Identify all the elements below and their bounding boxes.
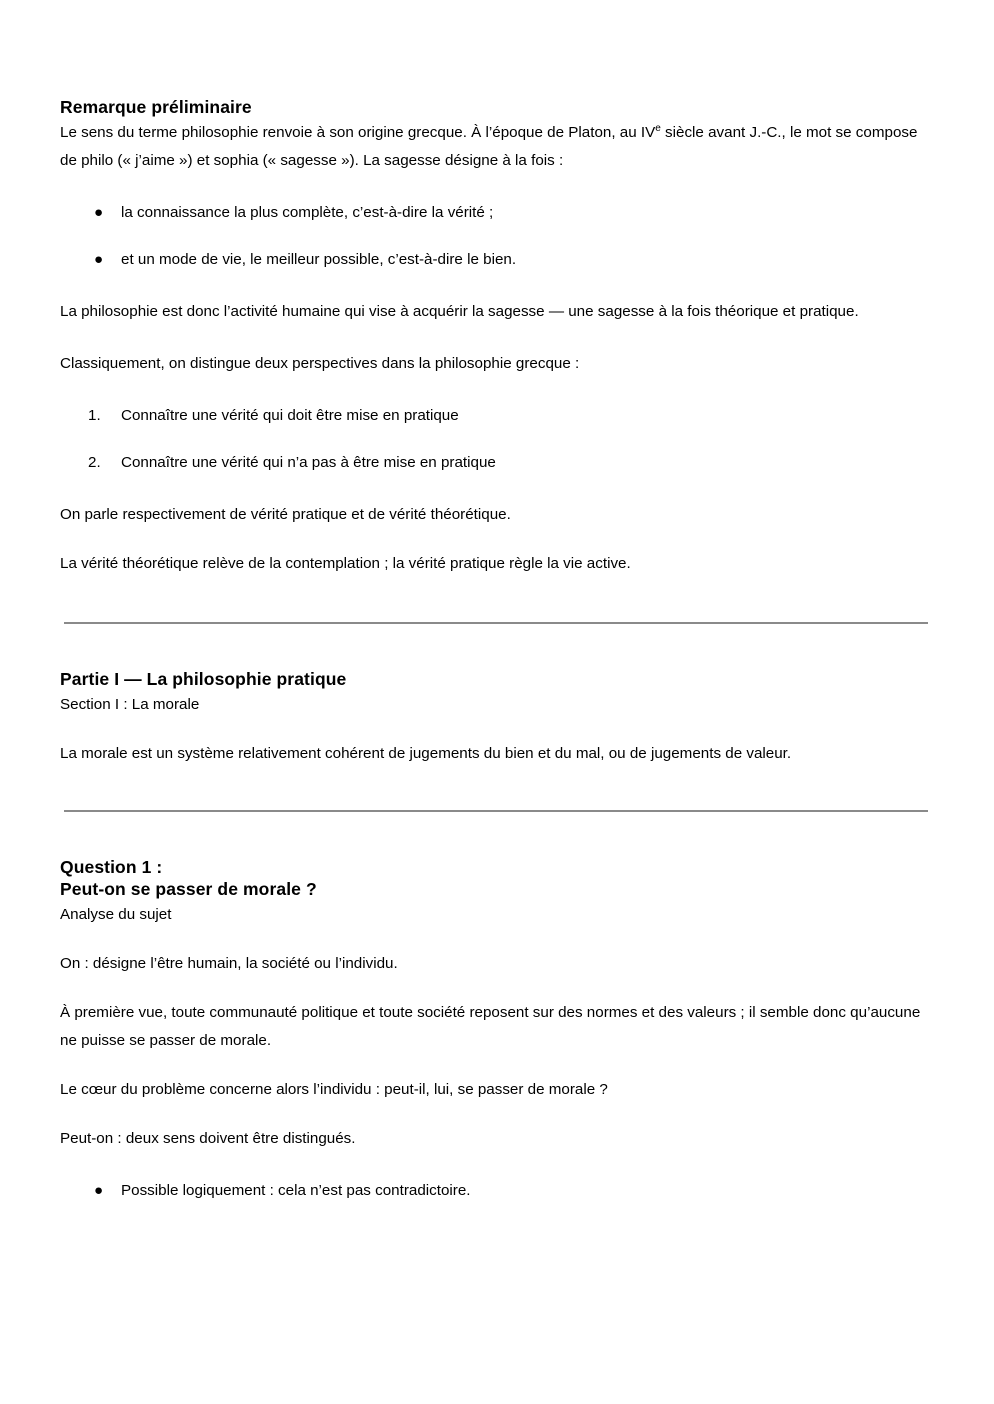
paragraph-definition-on: On : désigne l’être humain, la société ou l’individu. <box>60 955 398 972</box>
list-marker: 2. <box>88 453 101 471</box>
paragraph-contemplation-vie-active: La vérité théorétique relève de la contemplation ; la vérité pratique règle la vie active. <box>60 554 631 572</box>
list-item <box>60 199 928 227</box>
list-item-label: Connaître une vérité qui doit être mise en pratique <box>121 406 459 424</box>
paragraph-origine-grecque-part2: siècle avant J.-C., le mot se compose de philo (« j’aime ») et sophia (« sagesse »). La sagesse désigne à la fois : <box>60 123 918 169</box>
list-item <box>60 1177 928 1205</box>
list-item-label: et un mode de vie, le meilleur possible, c’est-à-dire le bien. <box>121 250 517 268</box>
list-item-label: Possible logiquement : cela n’est pas contradictoire. <box>121 1182 471 1199</box>
paragraph-origine-grecque <box>60 119 928 175</box>
list-item <box>60 402 928 430</box>
paragraph-coeur-du-probleme: Le cœur du problème concerne alors l’individu : peut-il, lui, se passer de morale ? <box>60 1081 608 1098</box>
list-perspectives-numbered <box>60 402 928 477</box>
bullet-icon: ● <box>94 203 104 221</box>
list-sens-peut-on <box>60 1177 928 1205</box>
heading-sujet-peut-on-se-passer-de-morale: Peut-on se passer de morale ? <box>60 879 317 900</box>
heading-remarque-preliminaire: Remarque préliminaire <box>60 97 252 117</box>
horizontal-rule <box>64 622 928 624</box>
paragraph-peut-on-deux-sens: Peut-on : deux sens doivent être distingués. <box>60 1130 356 1147</box>
paragraph-verite-pratique-theoretique: On parle respectivement de vérité pratique et de vérité théorétique. <box>60 505 511 523</box>
paragraph-deux-perspectives: Classiquement, on distingue deux perspectives dans la philosophie grecque : <box>60 354 580 372</box>
paragraph-premiere-vue: À première vue, toute communauté politique et toute société reposent sur des normes et des valeurs ; il semble donc qu’aucune ne puisse se passer de morale. <box>60 1004 921 1049</box>
bullet-icon: ● <box>94 1182 104 1199</box>
heading-partie-1: Partie I — La philosophie pratique <box>60 668 347 689</box>
horizontal-rule <box>64 810 928 812</box>
paragraph-philosophie-definition: La philosophie est donc l’activité humaine qui vise à acquérir la sagesse — une sagesse à la fois théorique et pratique. <box>60 302 859 320</box>
list-marker: 1. <box>88 406 101 424</box>
list-item-label: Connaître une vérité qui n’a pas à être mise en pratique <box>121 453 496 471</box>
label-analyse-du-sujet: Analyse du sujet <box>60 906 172 923</box>
list-item <box>60 246 928 274</box>
paragraph-origine-grecque-part1: Le sens du terme philosophie renvoie à son origine grecque. À l’époque de Platon, au IV <box>60 123 656 141</box>
paragraph-definition-morale: La morale est un système relativement cohérent de jugements du bien et du mal, ou de jugements de valeur. <box>60 744 792 762</box>
list-item <box>60 449 928 477</box>
section-divider-wrapper-1 <box>60 602 928 668</box>
ordinal-superscript: e <box>655 122 661 134</box>
section-divider-wrapper-2 <box>60 792 928 856</box>
list-sagesse-bullets <box>60 199 928 274</box>
heading-question-1: Question 1 : <box>60 856 163 877</box>
document-content <box>60 96 928 1205</box>
bullet-icon: ● <box>94 250 104 268</box>
label-section-1-morale: Section I : La morale <box>60 695 200 713</box>
list-item-label: la connaissance la plus complète, c’est-à-dire la vérité ; <box>121 203 494 221</box>
